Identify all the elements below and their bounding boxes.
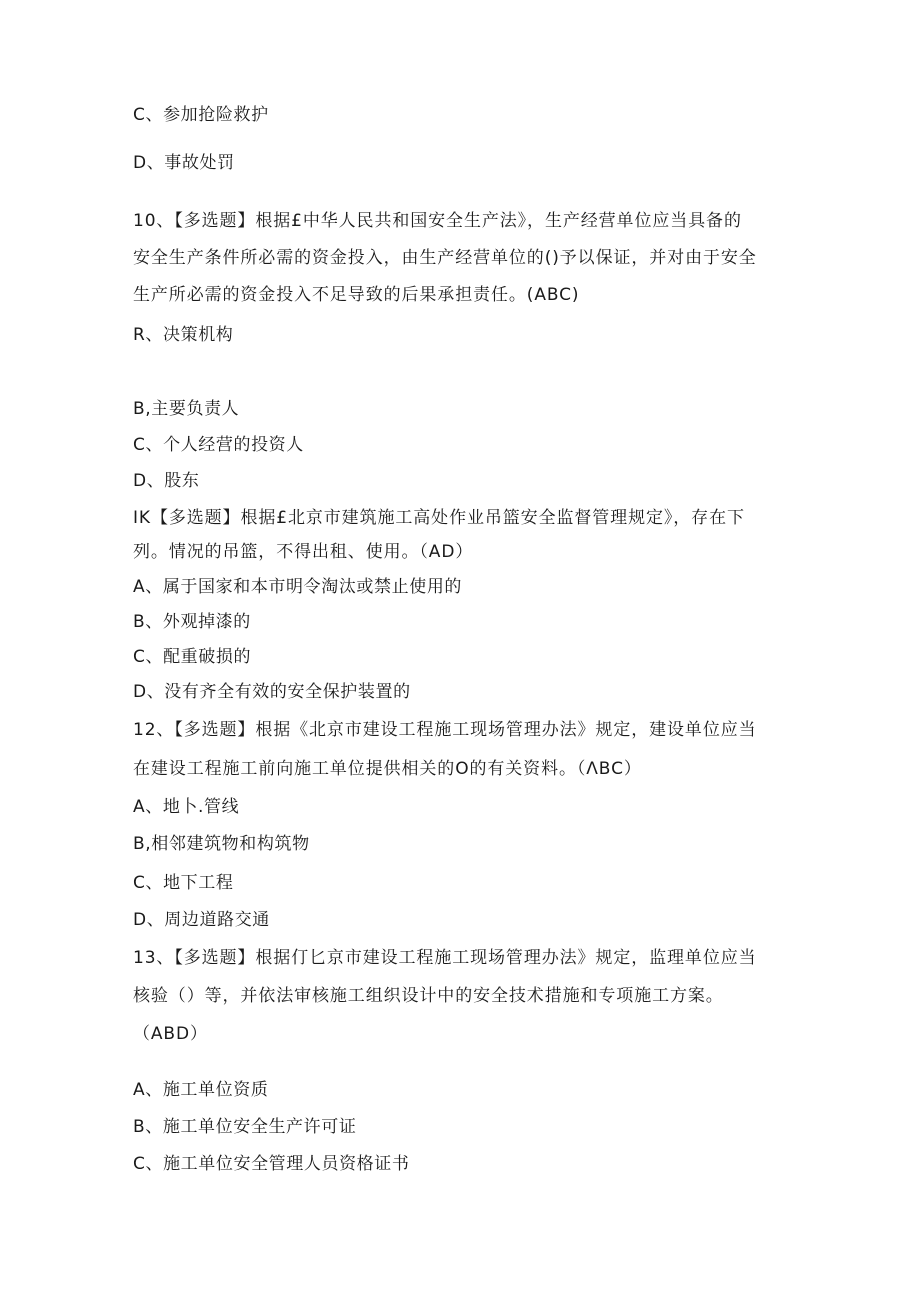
option-line: C、地下工程 [133,873,234,893]
question-line: 列。情况的吊篮，不得出租、使用。（AD） [133,542,474,562]
option-line: R、决策机构 [133,325,234,345]
option-line: D、事故处罚 [133,153,235,173]
question-line: 12、【多选题】根据《北京市建设工程施工现场管理办法》规定，建设单位应当 [133,720,757,740]
question-line: （ABD） [133,1024,208,1044]
question-line: 10、【多选题】根据£中华人民共和国安全生产法》，生产经营单位应当具备的 [133,211,742,231]
option-line: B、外观掉漆的 [133,612,251,632]
question-line: 安全生产条件所必需的资金投入，由生产经营单位的()予以保证，并对由于安全 [133,248,757,268]
option-line: C、参加抢险救护 [133,105,269,125]
question-line: 生产所必需的资金投入不足导致的后果承担责任。(ABC) [133,285,580,305]
option-line: A、地卜.管线 [133,797,240,817]
option-line: B,主要负责人 [133,399,240,419]
option-line: C、个人经营的投资人 [133,435,304,455]
option-line: B,相邻建筑物和构筑物 [133,834,310,854]
option-line: D、周边道路交通 [133,910,270,930]
option-line: C、配重破损的 [133,647,252,667]
question-line: 13、【多选题】根据仃匕京市建设工程施工现场管理办法》规定，监理单位应当 [133,948,757,968]
option-line: C、施工单位安全管理人员资格证书 [133,1154,410,1174]
option-line: D、股东 [133,471,200,491]
option-line: A、施工单位资质 [133,1080,269,1100]
option-line: B、施工单位安全生产许可证 [133,1117,357,1137]
option-line: A、属于国家和本市明令淘汰或禁止使用的 [133,577,463,597]
option-line: D、没有齐全有效的安全保护装置的 [133,682,411,702]
question-line: IK【多选题】根据£北京市建筑施工高处作业吊篮安全监督管理规定》，存在下 [133,508,745,528]
question-line: 在建设工程施工前向施工单位提供相关的O的有关资料。（ΛBC） [133,759,642,779]
question-line: 核验（）等，并依法审核施工组织设计中的安全技术措施和专项施工方案。 [133,986,724,1006]
